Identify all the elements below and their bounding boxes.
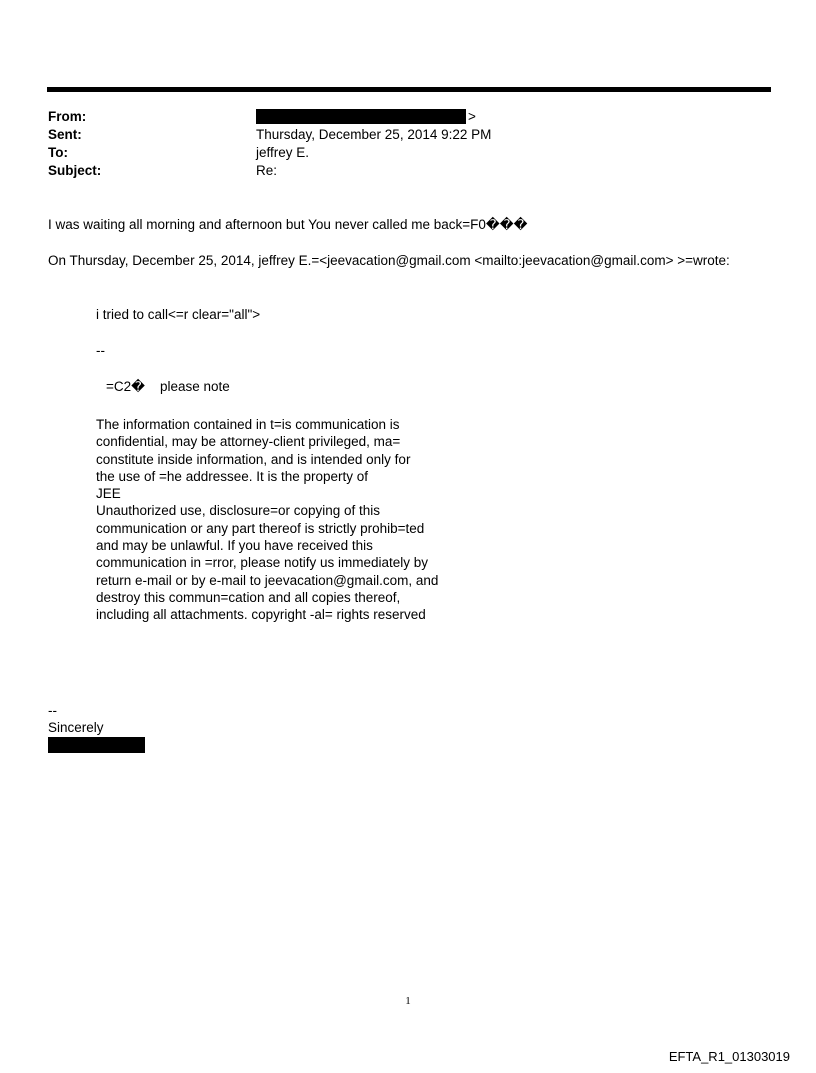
body-line-2: On Thursday, December 25, 2014, jeffrey E.=<jeevacation@gmail.com <mailto:jeevacation@gmail.com> >=wrote: bbox=[48, 253, 730, 268]
from-redaction bbox=[256, 109, 466, 124]
disclaimer-line: the use of =he addressee. It is the property of bbox=[96, 468, 369, 484]
disclaimer-line: communication in =rror, please notify us immediately by bbox=[96, 555, 429, 571]
to-label: To: bbox=[48, 145, 68, 160]
to-value: jeffrey E. bbox=[256, 145, 310, 160]
page-number: 1 bbox=[405, 995, 411, 1007]
disclaimer-line: confidential, may be attorney-client privileged, ma= bbox=[96, 434, 401, 450]
disclaimer-line: The information contained in t=is communication is bbox=[96, 417, 400, 432]
disclaimer-line: and may be unlawful. If you have received this bbox=[96, 538, 373, 554]
sent-label: Sent: bbox=[48, 127, 82, 142]
disclaimer-line: including all attachments. copyright -al= rights reserved bbox=[96, 607, 426, 623]
sent-value: Thursday, December 25, 2014 9:22 PM bbox=[256, 127, 492, 142]
note-line: =C2� please note bbox=[106, 379, 230, 394]
from-suffix: > bbox=[468, 109, 476, 124]
header-rule bbox=[47, 87, 771, 92]
from-label: From: bbox=[48, 109, 87, 124]
closing-dash: -- bbox=[48, 703, 57, 718]
subject-label: Subject: bbox=[48, 163, 102, 178]
disclaimer-block bbox=[96, 416, 438, 624]
signature-redaction bbox=[48, 737, 145, 753]
subject-value: Re: bbox=[256, 163, 278, 178]
disclaimer-line: destroy this commun=cation and all copies thereof, bbox=[96, 589, 401, 605]
quoted-sig-dash: -- bbox=[96, 343, 105, 358]
disclaimer-line: return e-mail or by e-mail to jeevacation@gmail.com, and bbox=[96, 572, 439, 588]
quoted-line: i tried to call<=r clear="all"> bbox=[96, 307, 261, 322]
closing-text: Sincerely bbox=[48, 720, 104, 735]
disclaimer-line: JEE bbox=[96, 486, 121, 502]
disclaimer-line: constitute inside information, and is intended only for bbox=[96, 451, 411, 467]
disclaimer-line: Unauthorized use, disclosure=or copying of this bbox=[96, 503, 381, 519]
body-line-1: I was waiting all morning and afternoon but You never called me back=F0��� bbox=[48, 217, 528, 232]
document-id: EFTA_R1_01303019 bbox=[668, 1049, 790, 1064]
disclaimer-line: communication or any part thereof is strictly prohib=ted bbox=[96, 520, 425, 536]
